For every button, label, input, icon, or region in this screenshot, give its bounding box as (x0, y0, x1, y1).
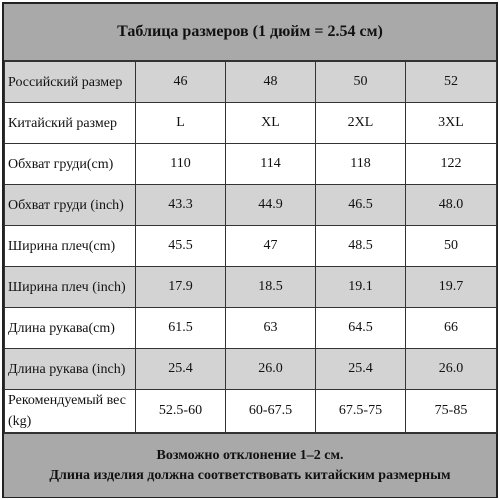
table-cell: 52.5-60 (136, 390, 226, 433)
table-cell: 26.0 (406, 349, 497, 390)
size-chart (2, 2, 498, 498)
row-label: Длина рукава(cm) (5, 308, 136, 349)
row-label: Китайский размер (5, 103, 136, 144)
table-cell: 46.5 (316, 185, 406, 226)
row-label: Ширина плеч (inch) (5, 267, 136, 308)
table-cell: 19.1 (316, 267, 406, 308)
table-cell: 26.0 (226, 349, 316, 390)
table-row (5, 349, 497, 390)
table-cell: 118 (316, 144, 406, 185)
table-cell: 17.9 (136, 267, 226, 308)
table-cell: 48.0 (406, 185, 497, 226)
footer-note (4, 433, 496, 497)
table-cell: 61.5 (136, 308, 226, 349)
table-cell: 114 (226, 144, 316, 185)
table-cell: 25.4 (316, 349, 406, 390)
table-cell: 45.5 (136, 226, 226, 267)
table-cell: 48 (226, 62, 316, 103)
table-cell: 44.9 (226, 185, 316, 226)
table-row (5, 62, 497, 103)
row-label: Ширина плеч(cm) (5, 226, 136, 267)
table-cell: 3XL (406, 103, 497, 144)
table-cell: 46 (136, 62, 226, 103)
table-cell: 18.5 (226, 267, 316, 308)
table-cell: 25.4 (136, 349, 226, 390)
table-row (5, 144, 497, 185)
table-row (5, 390, 497, 433)
table-cell: 64.5 (316, 308, 406, 349)
table-row (5, 308, 497, 349)
table-cell: L (136, 103, 226, 144)
table-cell: 48.5 (316, 226, 406, 267)
footer-line-1: Возможно отклонение 1–2 см. (156, 447, 344, 463)
row-label: Обхват груди (inch) (5, 185, 136, 226)
table-row (5, 103, 497, 144)
table-cell: 50 (316, 62, 406, 103)
table-cell: 19.7 (406, 267, 497, 308)
row-label: Обхват груди(cm) (5, 144, 136, 185)
chart-title: Таблица размеров (1 дюйм = 2.54 см) (4, 4, 496, 61)
row-label: Рекомендуемый вес (kg) (5, 390, 136, 433)
table-cell: XL (226, 103, 316, 144)
table-cell: 2XL (316, 103, 406, 144)
table-cell: 47 (226, 226, 316, 267)
table-cell: 75-85 (406, 390, 497, 433)
row-label: Российский размер (5, 62, 136, 103)
table-cell: 60-67.5 (226, 390, 316, 433)
table-cell: 67.5-75 (316, 390, 406, 433)
table-row (5, 185, 497, 226)
footer-line-2: Длина изделия должна соответствовать китайским размерным (49, 467, 451, 483)
row-label: Длина рукава (inch) (5, 349, 136, 390)
table-cell: 110 (136, 144, 226, 185)
table-cell: 63 (226, 308, 316, 349)
table-row (5, 226, 497, 267)
table-cell: 66 (406, 308, 497, 349)
table-row (5, 267, 497, 308)
table-cell: 52 (406, 62, 497, 103)
table-cell: 50 (406, 226, 497, 267)
table-cell: 43.3 (136, 185, 226, 226)
size-table (4, 61, 497, 433)
table-cell: 122 (406, 144, 497, 185)
